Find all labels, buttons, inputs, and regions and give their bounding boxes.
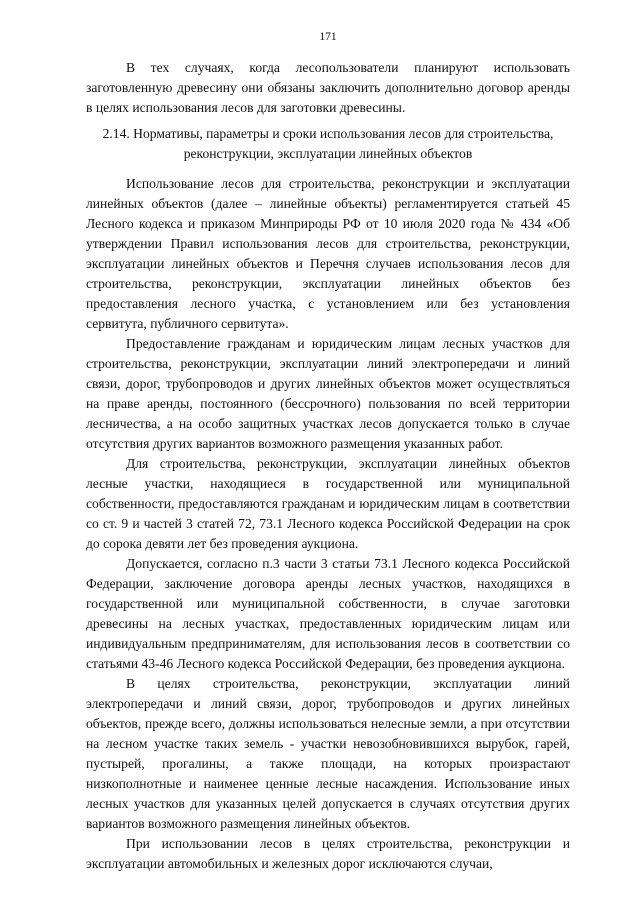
paragraph-land-priority: В целях строительства, реконструкции, эксплуатации линий электропередачи и линий связи, дорог, трубопроводов и других линейных объектов, прежде всего, должны использоваться нелесные земли, а при отсутствии на лесном участке таких земель - участки невозобновившихся вырубок, гарей, пустырей, прогалины, а также площади, на которых произрастают низкополнотные и наименее ценные лесные насаждения. Использование иных лесных участков для указанных целей допускается в случаях отсутствия других вариантов возможного размещения линейных объектов. — [86, 676, 570, 831]
paragraph-roads: При использовании лесов в целях строительства, реконструкции и эксплуатации автомобильных и железных дорог исключаются случаи, — [86, 836, 570, 871]
paragraph-lease-without-auction: Допускается, согласно п.3 части 3 статьи 73.1 Лесного кодекса Российской Федерации, заключение договора аренды лесных участков, находящихся в государственной или муниципальной собственности, в случае заготовки древесины на лесных участках, предоставленных юридическим лицам или индивидуальным предпринимателям, для использования лесов в соответствии со статьями 43-46 Лесного кодекса Российской Федерации, без проведения аукциона. — [86, 556, 570, 671]
paragraph-land-provision: Предоставление гражданам и юридическим лицам лесных участков для строительства, реконструкции, эксплуатации линий электропередачи и линий связи, дорог, трубопроводов и других линейных объектов может осуществляться на праве аренды, постоянного (бессрочного) пользования по всей территории лесничества, а на особо защитных участках лесов допускается только в случае отсутствия других вариантов возможного размещения указанных работ. — [86, 336, 570, 451]
paragraph-lease-terms: Для строительства, реконструкции, эксплуатации линейных объектов лесные участки, находящиеся в государственной или муниципальной собственности, предоставляются гражданам и юридическим лицам в соответствии со ст. 9 и частей 3 статей 72, 73.1 Лесного кодекса Российской Федерации на срок до сорока девяти лет без проведения аукциона. — [86, 456, 570, 551]
paragraph-legal-basis: Использование лесов для строительства, реконструкции и эксплуатации линейных объектов (далее – линейные объекты) регламентируется статьей 45 Лесного кодекса и приказом Минприроды РФ от 10 июля 2020 года № 434 «Об утверждении Правил использования лесов для строительства, реконструкции, эксплуатации линейных объектов и Перечня случаев использования лесов для строительства, реконструкции, эксплуатации линейных объектов без предоставления лесного участка, с установлением или без установления сервитута, публичного сервитута». — [86, 176, 570, 331]
intro-paragraph: В тех случаях, когда лесопользователи планируют использовать заготовленную древесину они обязаны заключить дополнительно договор аренды в целях использования лесов для заготовки древесины. — [86, 60, 570, 115]
section-heading: 2.14. Нормативы, параметры и сроки использования лесов для строительства, реконструкции, эксплуатации линейных объектов — [102, 126, 554, 161]
page-number: 171 — [319, 31, 337, 43]
